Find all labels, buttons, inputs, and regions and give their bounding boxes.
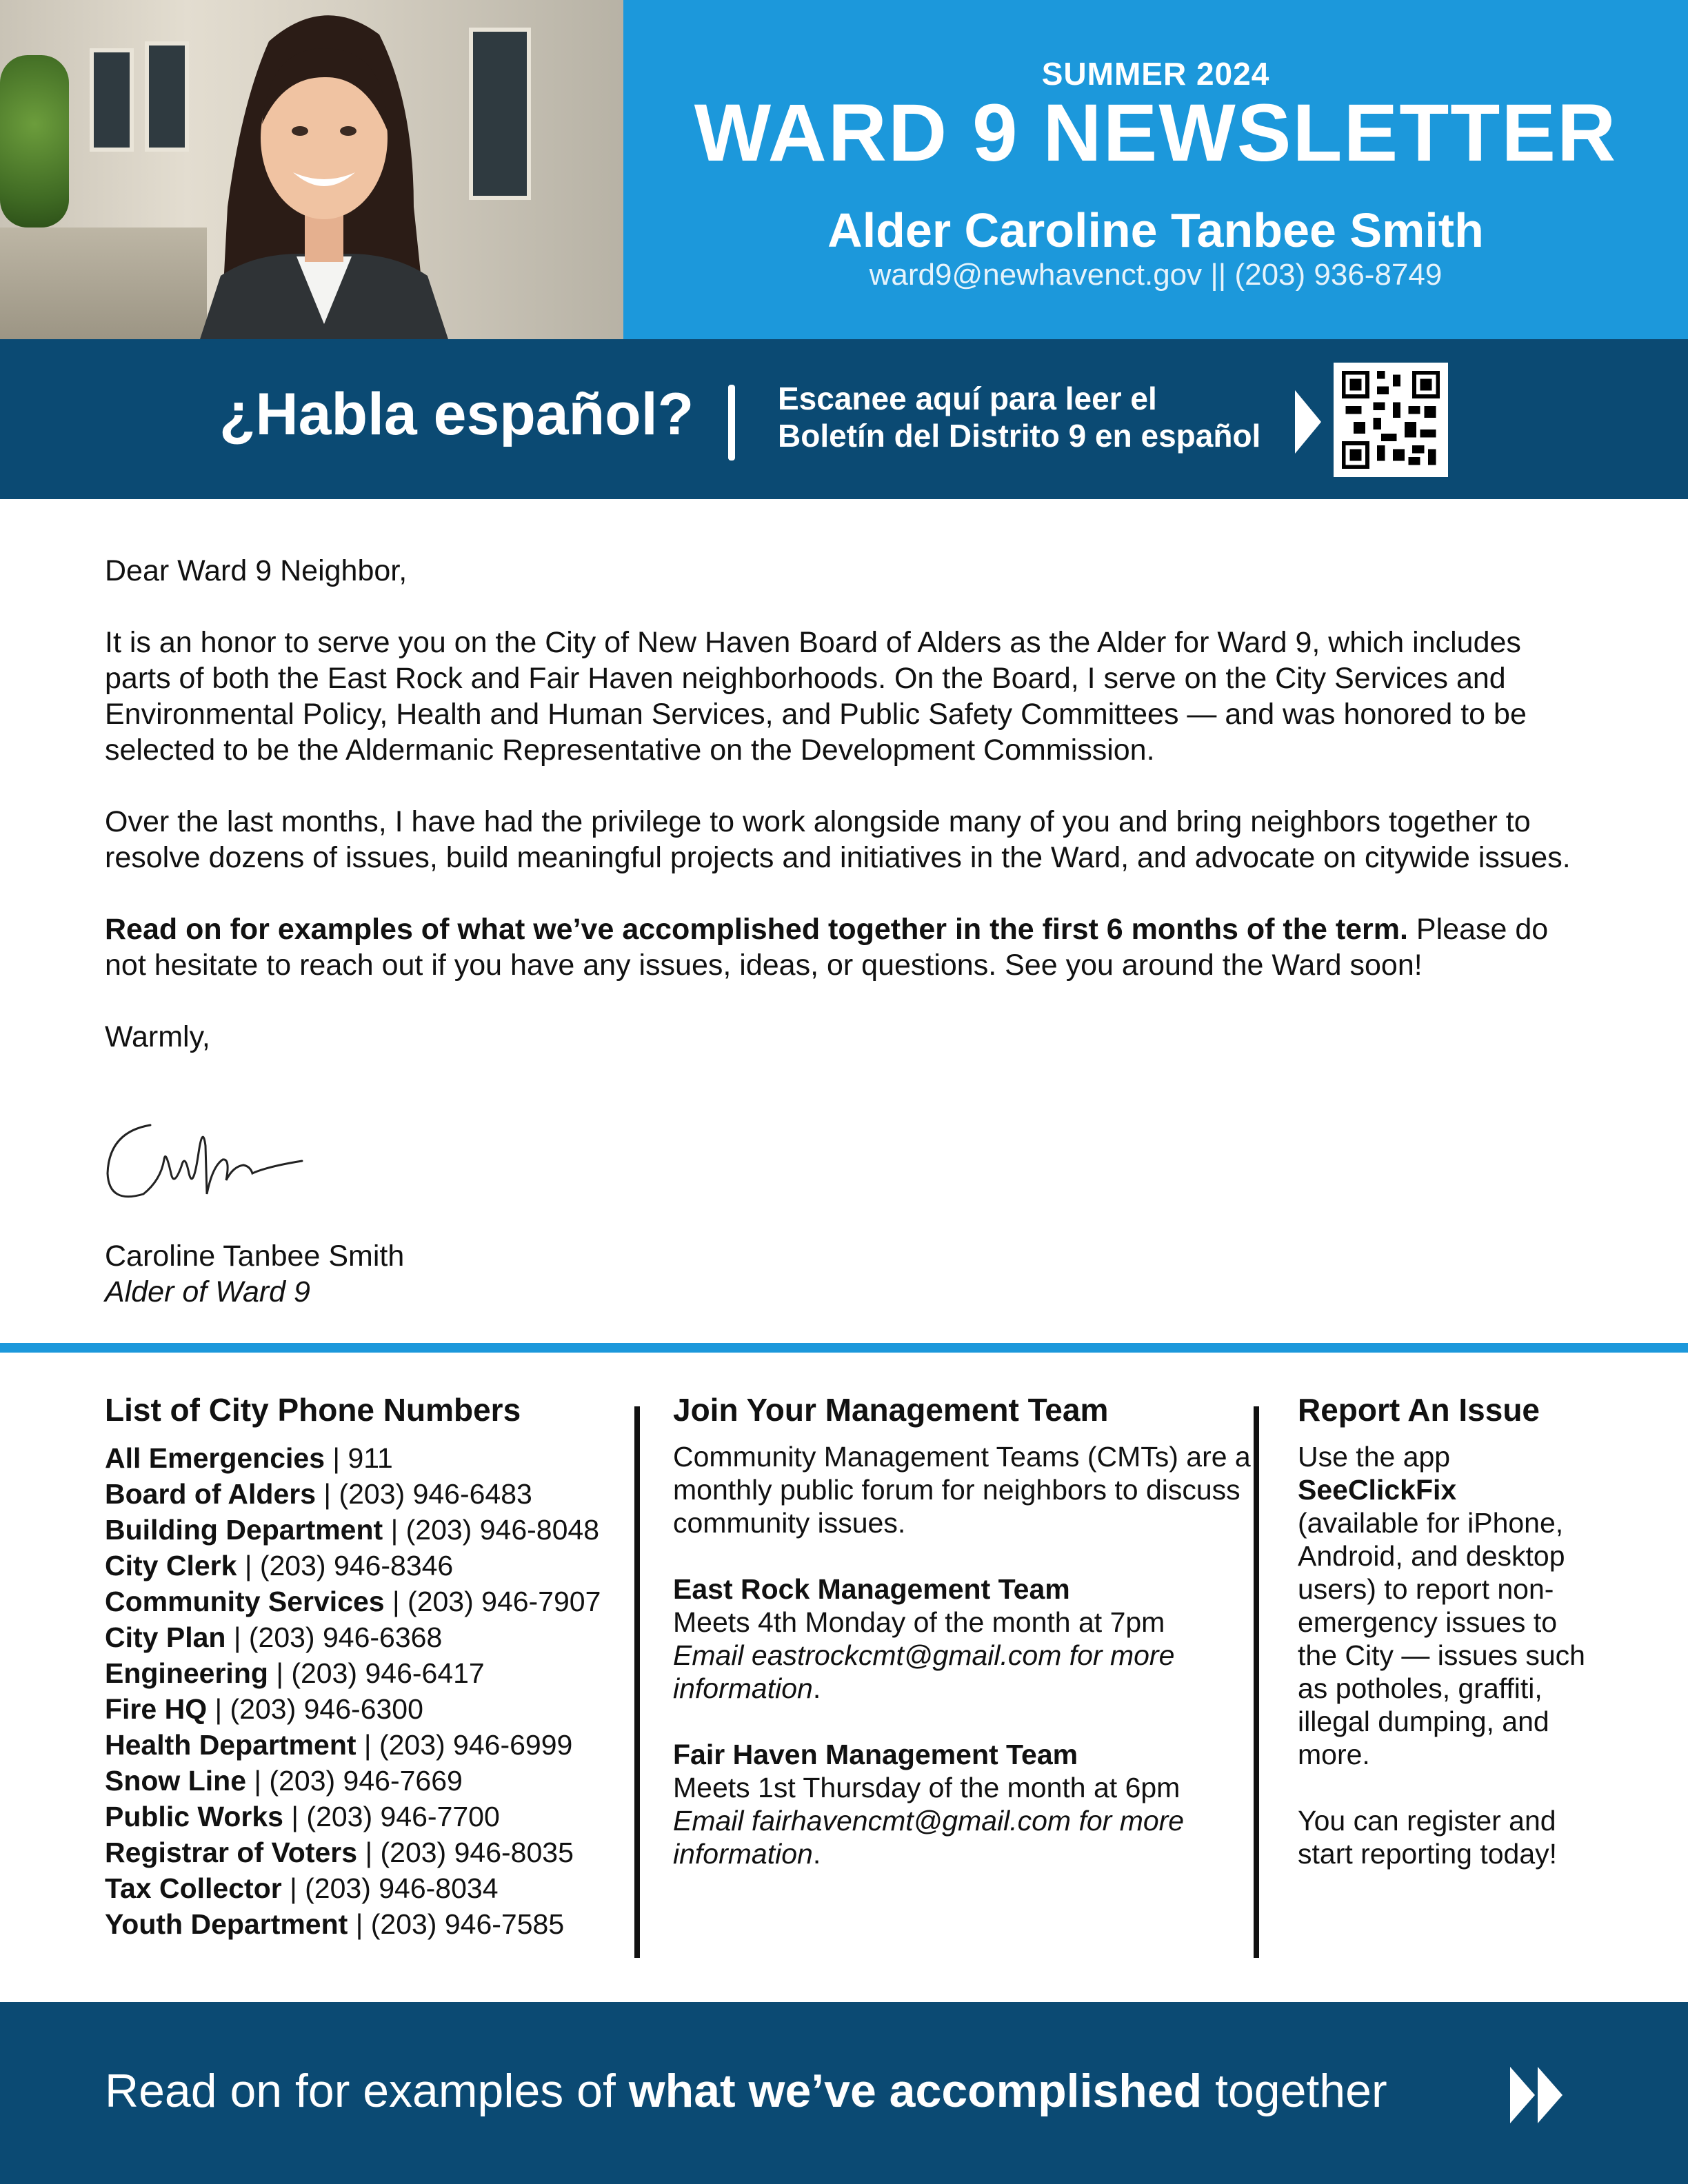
letter-paragraph: Read on for examples of what we’ve accomplished together in the first 6 months of the term. Please do not hesitate to reach out if you have any issues, ideas, or questions. See you around the Ward soon! (105, 913, 1549, 982)
east-rock-meeting: Meets 4th Monday of the month at 7pm (673, 1606, 1165, 1638)
issue-season: SUMMER 2024 (1041, 56, 1270, 92)
app-name[interactable]: SeeClickFix (1298, 1473, 1457, 1506)
report-intro: Use the app (1298, 1440, 1451, 1473)
arrow-right-icon (1295, 390, 1321, 454)
phone-numbers-section (105, 1393, 629, 1942)
alder-name: Alder Caroline Tanbee Smith (827, 203, 1484, 257)
fair-haven-team-name: Fair Haven Management Team (673, 1738, 1078, 1770)
footer-text: Read on for examples of what we’ve accomplished together (105, 2065, 1387, 2117)
phone-row: City Plan | (203) 946-6368 (105, 1621, 443, 1653)
management-team-section (673, 1393, 1259, 1870)
report-cta: You can register and start reporting today! (1298, 1804, 1558, 1870)
cmt-intro: Community Management Teams (CMTs) are a monthly public forum for neighbors to discuss community issues. (673, 1440, 1251, 1539)
column-divider (1254, 1406, 1259, 1958)
phone-row: Youth Department | (203) 946-7585 (105, 1908, 565, 1940)
signature-image (102, 1111, 330, 1215)
phones-heading: List of City Phone Numbers (105, 1392, 521, 1428)
phone-row: Engineering | (203) 946-6417 (105, 1657, 485, 1689)
letter-paragraph: Over the last months, I have had the privilege to work alongside many of you and bring neighbors together to resolve dozens of issues, build meaningful projects and initiatives in the Ward, and advocate on citywide issues. (105, 805, 1571, 874)
spanish-banner (0, 339, 1688, 499)
welcome-letter (105, 553, 1587, 1091)
signer-title: Alder of Ward 9 (105, 1275, 310, 1308)
letter-paragraph: It is an honor to serve you on the City of New Haven Board of Alders as the Alder for Ward 9, which includes parts of both the East Rock and Fair Haven neighborhoods. On the Board, I serve on the City Services and Environmental Policy, Health and Human Services, and Public Safety Committees — and was honored to be selected to be the Aldermanic Representative on the Development Commission. (105, 626, 1527, 767)
report-heading: Report An Issue (1298, 1392, 1540, 1428)
contact-info[interactable]: ward9@newhavenct.gov || (203) 936-8749 (869, 258, 1443, 292)
signer-name: Caroline Tanbee Smith (105, 1240, 405, 1273)
divider (728, 385, 735, 461)
phone-row: Snow Line | (203) 946-7669 (105, 1764, 463, 1797)
newsletter-title: WARD 9 NEWSLETTER (694, 88, 1618, 179)
letter-closing: Warmly, (105, 1020, 210, 1053)
phone-row: Board of Alders | (203) 946-6483 (105, 1477, 532, 1510)
newsletter-header (0, 0, 1688, 339)
title-banner (623, 0, 1688, 339)
phone-row: Health Department | (203) 946-6999 (105, 1728, 573, 1761)
spanish-question: ¿Habla español? (219, 381, 694, 447)
scan-instructions: Escanee aquí para leer el Boletín del Distrito 9 en español (778, 381, 1261, 454)
phone-row: City Clerk | (203) 946-8346 (105, 1549, 454, 1581)
qr-code[interactable] (1334, 363, 1448, 477)
east-rock-team-name: East Rock Management Team (673, 1573, 1070, 1605)
section-divider (0, 1343, 1688, 1353)
phone-row: All Emergencies | 911 (105, 1442, 393, 1474)
alder-photo (0, 0, 623, 339)
phone-row: Building Department | (203) 946-8048 (105, 1513, 599, 1546)
footer-banner (0, 2002, 1688, 2184)
letter-greeting: Dear Ward 9 Neighbor, (105, 554, 408, 587)
east-rock-email: Email eastrockcmt@gmail.com for more information. (673, 1639, 1175, 1704)
double-arrow-right-icon[interactable] (1507, 2064, 1569, 2126)
alder-portrait (159, 0, 490, 339)
phone-row: Tax Collector | (203) 946-8034 (105, 1872, 499, 1904)
column-divider (634, 1406, 640, 1958)
fair-haven-email: Email fairhavencmt@gmail.com for more information. (673, 1804, 1185, 1870)
qr-code-icon (1342, 371, 1440, 469)
report-description: (available for iPhone, Android, and desktop users) to report non-emergency issues to the City — issues such as potholes, graffiti, illegal dumping, and more. (1298, 1506, 1585, 1770)
fair-haven-meeting: Meets 1st Thursday of the month at 6pm (673, 1771, 1180, 1803)
report-issue-section (1298, 1393, 1601, 1870)
phone-row: Registrar of Voters | (203) 946-8035 (105, 1836, 574, 1868)
phone-row: Community Services | (203) 946-7907 (105, 1585, 601, 1617)
phone-row: Public Works | (203) 946-7700 (105, 1800, 500, 1832)
cmt-heading: Join Your Management Team (673, 1392, 1109, 1428)
phone-row: Fire HQ | (203) 946-6300 (105, 1692, 423, 1725)
